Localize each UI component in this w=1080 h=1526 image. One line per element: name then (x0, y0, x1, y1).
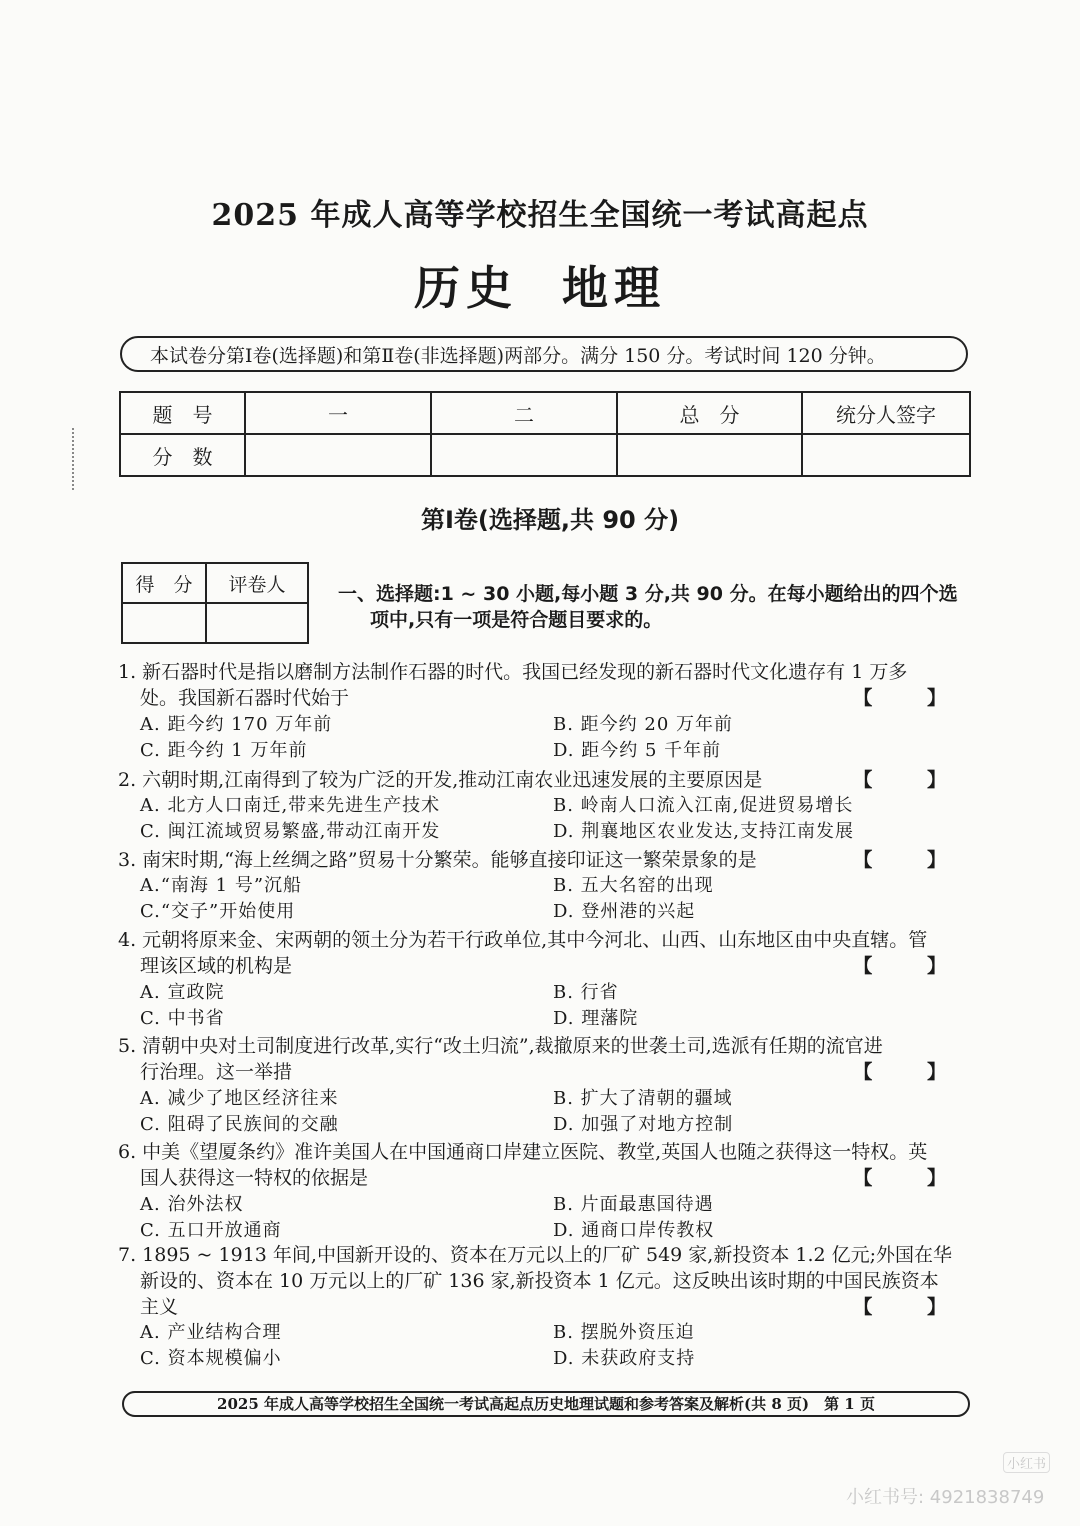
grader-table (121, 562, 309, 644)
question-stem-cont: 处。我国新石器时代始于 (140, 687, 350, 709)
question-stem: 4. 元朝将原来金、宋两朝的领土分为若干行政单位,其中今河北、山西、山东地区由中央直辖。管 (118, 929, 928, 951)
option-d[interactable]: D. 荆襄地区农业发达,支持江南发展 (553, 821, 854, 842)
question-1 (118, 659, 978, 711)
question-2 (118, 767, 978, 793)
option-d[interactable]: D. 加强了对地方控制 (553, 1114, 734, 1135)
option-a[interactable]: A. 北方人口南迁,带来先进生产技术 (140, 795, 441, 816)
option-c[interactable]: C. 中书省 (140, 1008, 225, 1029)
section-instructions (338, 581, 978, 633)
score-entry-cell[interactable] (802, 434, 970, 476)
question-3 (118, 847, 978, 873)
subject-title: 历史 地理 (413, 261, 667, 315)
exam-title: 2025 年成人高等学校招生全国统一考试高起点 (211, 198, 869, 233)
grader-entry-cell[interactable] (206, 603, 308, 643)
instruction-line: 一、选择题:1 ~ 30 小题,每小题 3 分,共 90 分。在每小题给出的四个选 (338, 583, 958, 605)
question-stem: 7. 1895 ~ 1913 年间,中国新开设的、资本在万元以上的厂矿 549 家,新投资本 1.2 亿元;外国在华 (118, 1244, 953, 1266)
question-stem: 2. 六朝时期,江南得到了较为广泛的开发,推动江南农业迅速发展的主要原因是 (118, 769, 763, 791)
option-d[interactable]: D. 理藩院 (553, 1008, 639, 1029)
score-table-value-row (120, 434, 970, 476)
score-cell: 总 分 (617, 392, 802, 434)
score-cell: 二 (431, 392, 617, 434)
option-b[interactable]: B. 距今约 20 万年前 (553, 714, 734, 735)
question-stem: 3. 南宋时期,“海上丝绸之路”贸易十分繁荣。能够直接印证这一繁荣景象的是 (118, 849, 757, 871)
option-a[interactable]: A. 减少了地区经济往来 (140, 1088, 339, 1109)
score-cell: 题 号 (120, 392, 245, 434)
option-c[interactable]: C. 阻碍了民族间的交融 (140, 1114, 339, 1135)
question-7 (118, 1242, 978, 1320)
score-cell: 一 (245, 392, 431, 434)
answer-bracket[interactable]: 【 】 (853, 769, 970, 791)
option-d[interactable]: D. 距今约 5 千年前 (553, 740, 722, 761)
question-stem-cont: 行治理。这一举措 (140, 1061, 293, 1083)
watermark-logo: 小红书 (1003, 1452, 1050, 1473)
question-stem-cont: 理该区域的机构是 (140, 955, 293, 977)
option-c[interactable]: C. 资本规模偏小 (140, 1348, 282, 1369)
option-a[interactable]: A. 治外法权 (140, 1194, 244, 1215)
question-stem-cont: 主义 (140, 1296, 179, 1318)
option-d[interactable]: D. 未获政府支持 (553, 1348, 696, 1369)
question-stem: 1. 新石器时代是指以磨制方法制作石器的时代。我国已经发现的新石器时代文化遗存有 1 万多 (118, 661, 908, 683)
question-stem: 6. 中美《望厦条约》准许美国人在中国通商口岸建立医院、教堂,英国人也随之获得这一特权。英 (118, 1141, 928, 1163)
grader-entry-cell[interactable] (122, 603, 206, 643)
answer-bracket[interactable]: 【 】 (853, 955, 970, 977)
answer-bracket[interactable]: 【 】 (853, 1296, 970, 1318)
score-entry-cell[interactable] (245, 434, 431, 476)
grader-cell: 评卷人 (206, 563, 308, 603)
answer-bracket[interactable]: 【 】 (853, 1061, 970, 1083)
page-footer: 2025 年成人高等学校招生全国统一考试高起点历史地理试题和参考答案及解析(共 8 页) 第 1 页 (122, 1391, 970, 1417)
option-a[interactable]: A. 宣政院 (140, 982, 225, 1003)
score-entry-cell[interactable] (617, 434, 802, 476)
option-b[interactable]: B. 扩大了清朝的疆域 (553, 1088, 733, 1109)
watermark-id: 小红书号: 4921838749 (846, 1487, 1045, 1508)
binding-margin-line (72, 428, 76, 490)
option-b[interactable]: B. 岭南人口流入江南,促进贸易增长 (553, 795, 854, 816)
option-a[interactable]: A.“南海 1 号”沉船 (140, 875, 303, 896)
score-cell: 统分人签字 (802, 392, 970, 434)
answer-bracket[interactable]: 【 】 (853, 1167, 970, 1189)
answer-bracket[interactable]: 【 】 (853, 687, 970, 709)
question-4 (118, 927, 978, 979)
grader-cell: 得 分 (122, 563, 206, 603)
instruction-line: 项中,只有一项是符合题目要求的。 (370, 609, 663, 631)
score-table-header-row (120, 392, 970, 434)
option-b[interactable]: B. 五大名窑的出现 (553, 875, 714, 896)
answer-bracket[interactable]: 【 】 (853, 849, 970, 871)
question-stem: 5. 清朝中央对土司制度进行改革,实行“改土归流”,裁撤原来的世袭土司,选派有任期的流官进 (118, 1035, 883, 1057)
option-b[interactable]: B. 行省 (553, 982, 619, 1003)
option-c[interactable]: C. 距今约 1 万年前 (140, 740, 308, 761)
option-c[interactable]: C. 五口开放通商 (140, 1220, 282, 1241)
exam-info-box: 本试卷分第Ⅰ卷(选择题)和第Ⅱ卷(非选择题)两部分。满分 150 分。考试时间 120 分钟。 (120, 336, 968, 372)
option-c[interactable]: C.“交子”开始使用 (140, 901, 296, 922)
option-a[interactable]: A. 产业结构合理 (140, 1322, 282, 1343)
section-title: 第Ⅰ卷(选择题,共 90 分) (420, 506, 680, 534)
question-stem-cont: 新设的、资本在 10 万元以上的厂矿 136 家,新投资本 1 亿元。这反映出该时期的中国民族资本 (140, 1270, 939, 1292)
option-a[interactable]: A. 距今约 170 万年前 (140, 714, 333, 735)
question-6 (118, 1139, 978, 1191)
option-b[interactable]: B. 片面最惠国待遇 (553, 1194, 714, 1215)
question-5 (118, 1033, 978, 1085)
score-cell: 分 数 (120, 434, 245, 476)
question-stem-cont: 国人获得这一特权的依据是 (140, 1167, 369, 1189)
score-entry-cell[interactable] (431, 434, 617, 476)
option-b[interactable]: B. 摆脱外资压迫 (553, 1322, 695, 1343)
option-d[interactable]: D. 通商口岸传教权 (553, 1220, 715, 1241)
score-table (119, 391, 971, 477)
option-c[interactable]: C. 闽江流域贸易繁盛,带动江南开发 (140, 821, 441, 842)
option-d[interactable]: D. 登州港的兴起 (553, 901, 696, 922)
